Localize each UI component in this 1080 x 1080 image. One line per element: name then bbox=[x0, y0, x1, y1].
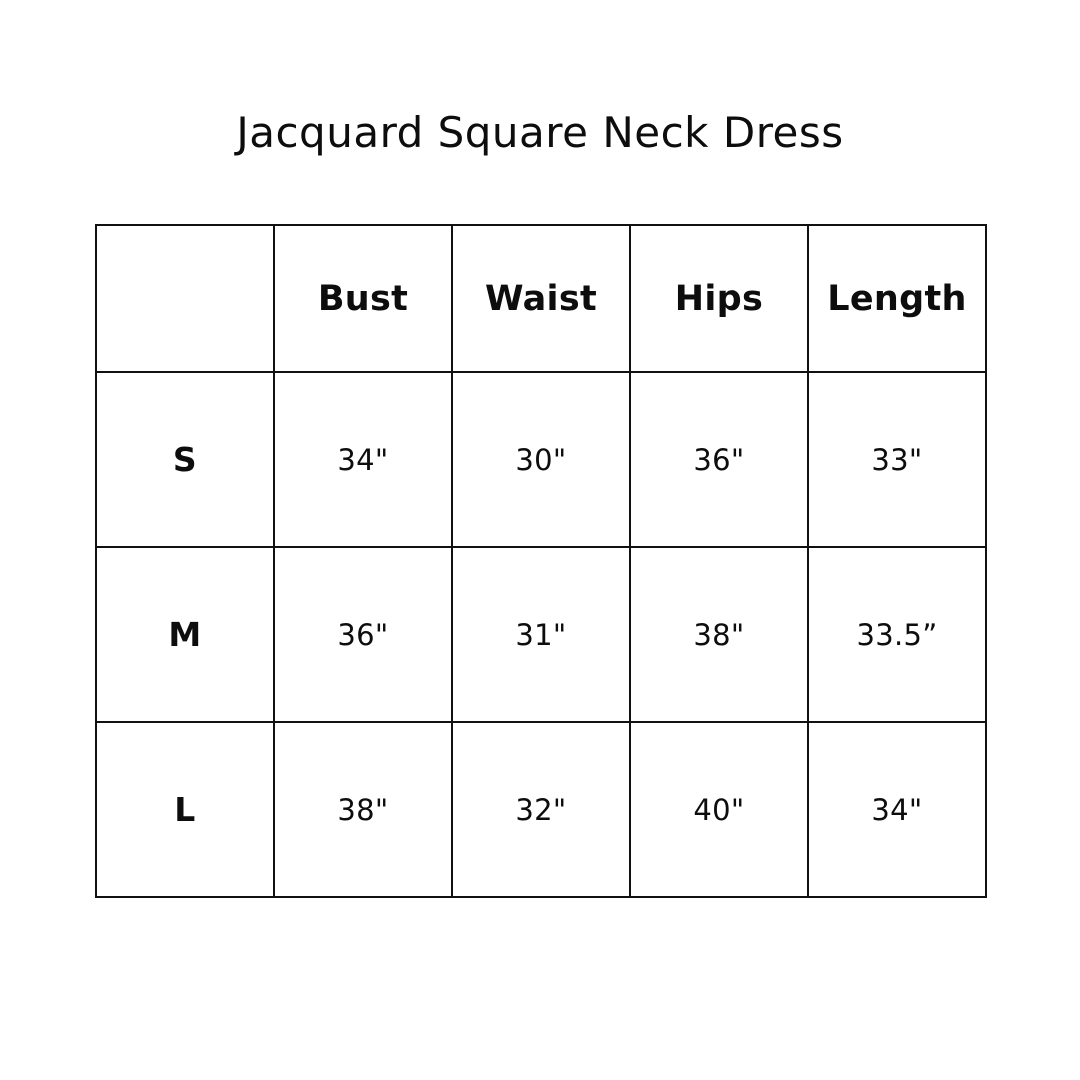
cell-l-length: 34" bbox=[808, 722, 986, 897]
table-row bbox=[96, 547, 986, 722]
row-header-size-l: L bbox=[96, 722, 274, 897]
cell-m-bust: 36" bbox=[274, 547, 452, 722]
column-header-bust: Bust bbox=[274, 225, 452, 372]
cell-s-hips: 36" bbox=[630, 372, 808, 547]
cell-m-waist: 31" bbox=[452, 547, 630, 722]
cell-m-length: 33.5” bbox=[808, 547, 986, 722]
row-header-size-s: S bbox=[96, 372, 274, 547]
table-row bbox=[96, 372, 986, 547]
table-row bbox=[96, 722, 986, 897]
column-header-waist: Waist bbox=[452, 225, 630, 372]
cell-s-length: 33" bbox=[808, 372, 986, 547]
cell-l-waist: 32" bbox=[452, 722, 630, 897]
column-header-length: Length bbox=[808, 225, 986, 372]
cell-m-hips: 38" bbox=[630, 547, 808, 722]
column-header-hips: Hips bbox=[630, 225, 808, 372]
cell-s-waist: 30" bbox=[452, 372, 630, 547]
table-corner-cell bbox=[96, 225, 274, 372]
page-title: Jacquard Square Neck Dress bbox=[236, 108, 844, 157]
row-header-size-m: M bbox=[96, 547, 274, 722]
size-chart-table bbox=[95, 224, 987, 898]
table-header-row bbox=[96, 225, 986, 372]
cell-l-bust: 38" bbox=[274, 722, 452, 897]
cell-s-bust: 34" bbox=[274, 372, 452, 547]
cell-l-hips: 40" bbox=[630, 722, 808, 897]
